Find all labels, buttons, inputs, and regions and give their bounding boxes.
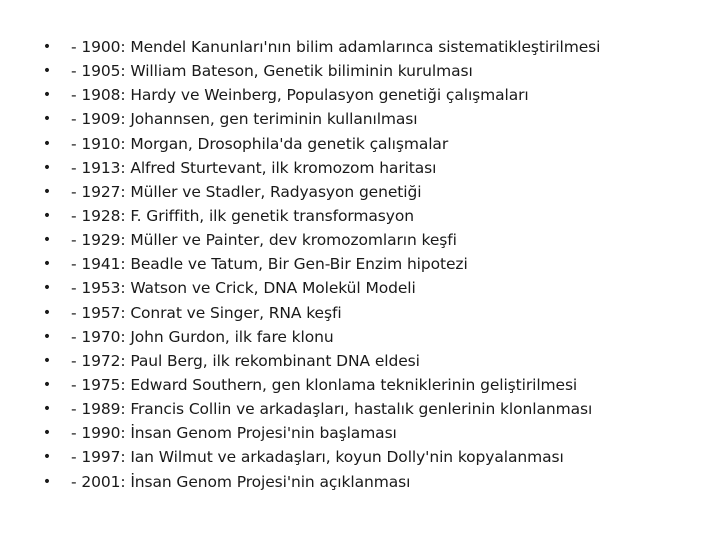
list-item	[40, 59, 710, 83]
bullet-icon: •	[42, 63, 52, 80]
list-item	[40, 349, 710, 373]
list-item-text: - 1909: Johannsen, gen teriminin kullanılması	[71, 110, 418, 129]
list-item-text: - 1997: Ian Wilmut ve arkadaşları, koyun Dolly'nin kopyalanması	[71, 448, 564, 467]
list-item	[40, 397, 710, 421]
list-item-text: - 1910: Morgan, Drosophila'da genetik çalışmalar	[71, 134, 449, 153]
list-item	[40, 470, 710, 494]
bullet-icon: •	[42, 352, 52, 369]
list-item	[40, 301, 710, 325]
bullet-icon: •	[42, 207, 52, 224]
list-item-text: - 1953: Watson ve Crick, DNA Molekül Modeli	[71, 279, 416, 298]
list-item-text: - 1957: Conrat ve Singer, RNA keşfi	[71, 303, 342, 322]
list-item-text: - 1913: Alfred Sturtevant, ilk kromozom haritası	[71, 158, 437, 177]
list-item-text: - 1972: Paul Berg, ilk rekombinant DNA eldesi	[71, 351, 420, 370]
list-item-text: - 1900: Mendel Kanunları'nın bilim adamlarınca sistematikleştirilmesi	[71, 38, 601, 56]
list-item-text: - 2001: İnsan Genom Projesi'nin açıklanması	[71, 472, 411, 491]
list-item	[40, 35, 710, 59]
bullet-icon: •	[42, 135, 52, 152]
list-item-text: - 1990: İnsan Genom Projesi'nin başlaması	[71, 424, 397, 443]
bullet-icon: •	[42, 232, 52, 249]
list-item	[40, 421, 710, 445]
list-item-text: - 1989: Francis Collin ve arkadaşları, hastalık genlerinin klonlanması	[71, 400, 593, 419]
bullet-icon: •	[42, 449, 52, 466]
list-item	[40, 373, 710, 397]
list-item-text: - 1970: John Gurdon, ilk fare klonu	[71, 327, 334, 346]
list-item-text: - 1929: Müller ve Painter, dev kromozomların keşfi	[71, 231, 457, 250]
bullet-icon: •	[42, 183, 52, 200]
list-item	[40, 445, 710, 469]
bullet-icon: •	[42, 280, 52, 297]
list-item	[40, 228, 710, 252]
list-item-text: - 1927: Müller ve Stadler, Radyasyon genetiği	[71, 182, 422, 201]
bullet-icon: •	[42, 159, 52, 176]
list-item-text: - 1975: Edward Southern, gen klonlama tekniklerinin geliştirilmesi	[71, 375, 578, 394]
bullet-icon: •	[42, 328, 52, 345]
bullet-icon: •	[42, 425, 52, 442]
bullet-icon: •	[42, 39, 52, 55]
list-item	[40, 132, 710, 156]
bullet-icon: •	[42, 473, 52, 490]
list-item	[40, 83, 710, 107]
list-item	[40, 156, 710, 180]
bullet-icon: •	[42, 87, 52, 104]
genetics-timeline-list	[40, 35, 710, 494]
list-item-text: - 1905: William Bateson, Genetik biliminin kurulması	[71, 62, 473, 81]
list-item	[40, 276, 710, 300]
list-item	[40, 204, 710, 228]
list-item-text: - 1928: F. Griffith, ilk genetik transformasyon	[71, 206, 414, 225]
bullet-icon: •	[42, 304, 52, 321]
list-item	[40, 107, 710, 131]
list-item-text: - 1941: Beadle ve Tatum, Bir Gen-Bir Enzim hipotezi	[71, 255, 468, 274]
bullet-icon: •	[42, 376, 52, 393]
bullet-icon: •	[42, 401, 52, 418]
list-item	[40, 180, 710, 204]
list-item	[40, 252, 710, 276]
list-item	[40, 325, 710, 349]
bullet-icon: •	[42, 256, 52, 273]
list-item-text: - 1908: Hardy ve Weinberg, Populasyon genetiği çalışmaları	[71, 86, 529, 105]
bullet-icon: •	[42, 111, 52, 128]
